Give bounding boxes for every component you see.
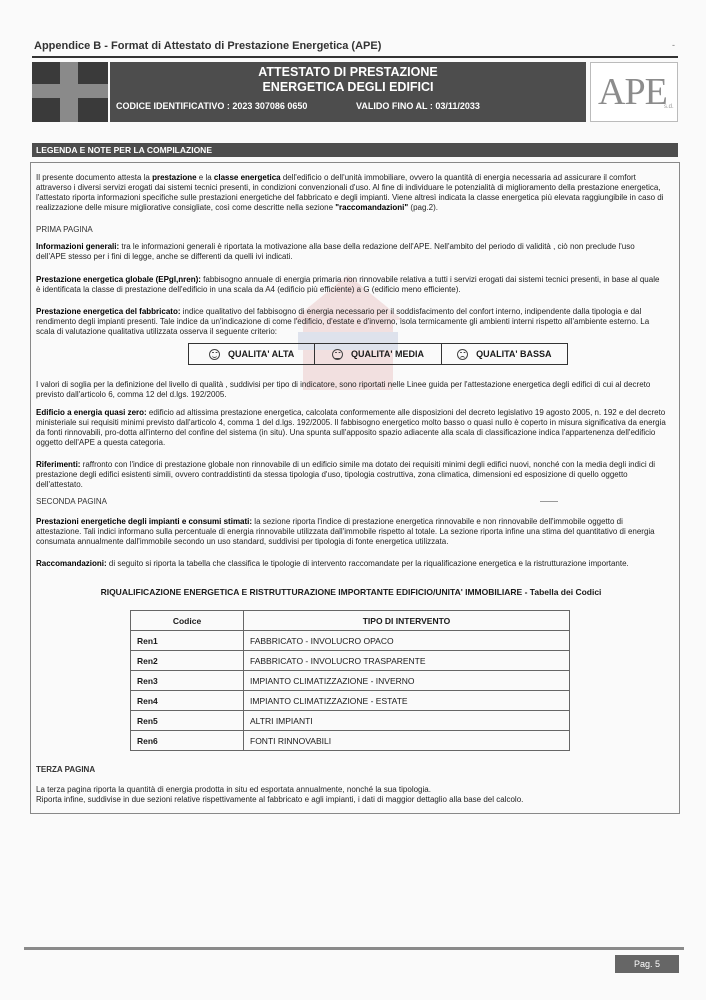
dash-mark xyxy=(540,501,558,502)
table-row xyxy=(131,711,570,731)
title-rule xyxy=(32,56,678,58)
document-title-line2: ENERGETICA DEGLI EDIFICI xyxy=(262,80,434,94)
row-code: Ren6 xyxy=(131,731,244,751)
section-seconda-pagina: SECONDA PAGINA xyxy=(36,497,107,506)
document-title-line1: ATTESTATO DI PRESTAZIONE xyxy=(258,65,438,79)
quality-medium: QUALITA' MEDIA xyxy=(315,344,441,364)
header-tipo-intervento: TIPO DI INTERVENTO xyxy=(244,611,570,631)
terza-line1: La terza pagina riporta la quantità di energia prodotta in situ ed esportata annualmente, nonché la sua tipologia. xyxy=(36,785,431,794)
table-row xyxy=(131,651,570,671)
emblem-cross-vertical xyxy=(60,62,78,122)
row-type: IMPIANTO CLIMATIZZAZIONE - INVERNO xyxy=(244,671,570,691)
corner-mark: - xyxy=(672,40,675,50)
neutral-face-icon xyxy=(332,349,343,360)
soglia-paragraph: I valori di soglia per la definizione del livello di qualità , suddivisi per tipo di indicatore, sono riportati nelle Linee guida per l'attestazione energetica degli edifici di cui al decreto previsto dall'articolo 6, comma 12 del d.lgs. 192/2005. xyxy=(36,380,651,399)
ape-logo: APE xyxy=(598,71,667,113)
terza-line2: Riporta infine, suddivise in due sezioni relative rispettivamente al fabbricato e agli impianti, i dati di maggior dettaglio alla base del calcolo. xyxy=(36,795,524,804)
table-row xyxy=(131,671,570,691)
row-code: Ren4 xyxy=(131,691,244,711)
codes-table xyxy=(130,610,570,751)
row-type: FABBRICATO - INVOLUCRO TRASPARENTE xyxy=(244,651,570,671)
prestazione-globale: Prestazione energetica globale (EPgl,nren): fabbisogno annuale di energia primaria non rinnovabile relativa a tutti i servizi erogati dai sistemi tecnici presenti, in base al quale è identificata la classe di prestazione dell'edificio in una scala da A4 (edificio più efficiente) a G (edificio meno efficiente). xyxy=(36,275,660,294)
table-header-row xyxy=(131,611,570,631)
appendix-title: Appendice B - Format di Attestato di Prestazione Energetica (APE) xyxy=(34,40,382,52)
riferimenti-paragraph: Riferimenti: raffronto con l'indice di prestazione globale non rinnovabile di un edificio simile ma dotato dei requisiti minimi degli edifici nuovi, nonché con la media degli indici di prestazione degli edifici esistenti simili, ovvero contraddistinti da stessa tipologia d'uso, tipologia costruttiva, zona climatica, dimensioni ed esposizione di quello oggetto dell'attestato. xyxy=(36,460,656,489)
quality-high: QUALITA' ALTA xyxy=(189,344,315,364)
row-type: IMPIANTO CLIMATIZZAZIONE - ESTATE xyxy=(244,691,570,711)
page-number: Pag. 5 xyxy=(615,955,679,973)
footer-rule xyxy=(24,947,684,950)
nzeb-paragraph: Edificio a energia quasi zero: edificio ad altissima prestazione energetica, calcolata conformemente alle disposizioni del decreto legislativo 19 agosto 2005, n. 192 e del decreto ministeriale sui requisiti minimi previsto dall'articolo 4, comma 1 del d.lgs. 192/2005. Il fabbisogno energetico molto basso o quasi nullo è coperto in misura significativa da energia da fonti rinnovabili, pro-dotta all'interno del confine del sistema (in situ). Una spunta sull'apposito spazio adiacente alla scala di classificazione indica l'appartenenza dell'edificio oggetto dell'APE a questa categoria. xyxy=(36,408,666,447)
section-terza-pagina: TERZA PAGINA xyxy=(36,765,96,774)
prestazione-fabbricato: Prestazione energetica del fabbricato: indice qualitativo del fabbisogno di energia necessario per il soddisfacimento del confort interno, indipendente dalla tipologia e dal rendimento degli impianti presenti. Tale indice da un'indicazione di come l'edificio, d'estate e d'inverno, isola termicamente gli ambienti interni rispetto all'ambiente esterno. La scala di valutazione qualitativa utilizzata osserva il seguente criterio: xyxy=(36,307,650,336)
ape-logo-sub: s.d. xyxy=(664,104,674,110)
header-codice: Codice xyxy=(131,611,244,631)
table-row xyxy=(131,631,570,651)
quality-low: QUALITA' BASSA xyxy=(442,344,567,364)
row-code: Ren2 xyxy=(131,651,244,671)
row-type: FABBRICATO - INVOLUCRO OPACO xyxy=(244,631,570,651)
row-code: Ren5 xyxy=(131,711,244,731)
raccomandazioni-paragraph: Raccomandazioni: di seguito si riporta la tabella che classifica le tipologie di intervento raccomandate per la riqualificazione energetica e la ristrutturazione importante. xyxy=(36,559,629,568)
row-code: Ren1 xyxy=(131,631,244,651)
row-type: FONTI RINNOVABILI xyxy=(244,731,570,751)
intro-paragraph: Il presente documento attesta la prestazione e la classe energetica dell'edificio o dell'unità immobiliare, ovvero la quantità di energia necessaria ad assicurare il comfort attraverso i diversi servizi erogati dai sistemi tecnici presenti, in condizioni convenzionali d'uso. Al fine di individuare le potenzialità di miglioramento della prestazione energetica, l'attestato riporta informazioni specifiche sulle prestazioni energetiche del fabbricato e degli impianti. Viene altresì indicata la classe energetica più elevata raggiungibile in caso di realizzazione delle misure migliorative consigliate, così come descritte nella sezione "raccomandazioni" (pag.2). xyxy=(36,173,664,212)
table-row xyxy=(131,691,570,711)
quality-scale xyxy=(188,343,568,365)
legend-title: LEGENDA E NOTE PER LA COMPILAZIONE xyxy=(36,145,212,155)
codes-table-title: RIQUALIFICAZIONE ENERGETICA E RISTRUTTURAZIONE IMPORTANTE EDIFICIO/UNITA' IMMOBILIARE - Tabella dei Codici xyxy=(100,587,602,597)
info-generali: Informazioni generali: tra le informazioni generali è riportata la motivazione alla base della redazione dell'APE. Nell'ambito del periodo di validità , ciò non preclude l'uso dell'APE stesso per i fini di legge, anche se differenti da quelli ivi indicati. xyxy=(36,242,635,261)
row-code: Ren3 xyxy=(131,671,244,691)
impianti-paragraph: Prestazioni energetiche degli impianti e consumi stimati: la sezione riporta l'indice di prestazione energetica rinnovabile e non rinnovabile dell'immobile oggetto di attestazione. Tali indici informano sulla percentuale di energia rinnovabile utilizzata dall'immobile rispetto al totale. La sezione riporta infine una stima del quantitativo di energia consumata annualmente dall'immobile secondo un uso standard, suddivisi per tipologia di fonte energetica utilizzata. xyxy=(36,517,655,546)
table-row xyxy=(131,731,570,751)
sad-face-icon xyxy=(457,349,468,360)
valid-until: VALIDO FINO AL : 03/11/2033 xyxy=(356,101,480,111)
identification-code: CODICE IDENTIFICATIVO : 2023 307086 0650 xyxy=(116,101,308,111)
section-prima-pagina: PRIMA PAGINA xyxy=(36,225,93,234)
happy-face-icon xyxy=(209,349,220,360)
row-type: ALTRI IMPIANTI xyxy=(244,711,570,731)
